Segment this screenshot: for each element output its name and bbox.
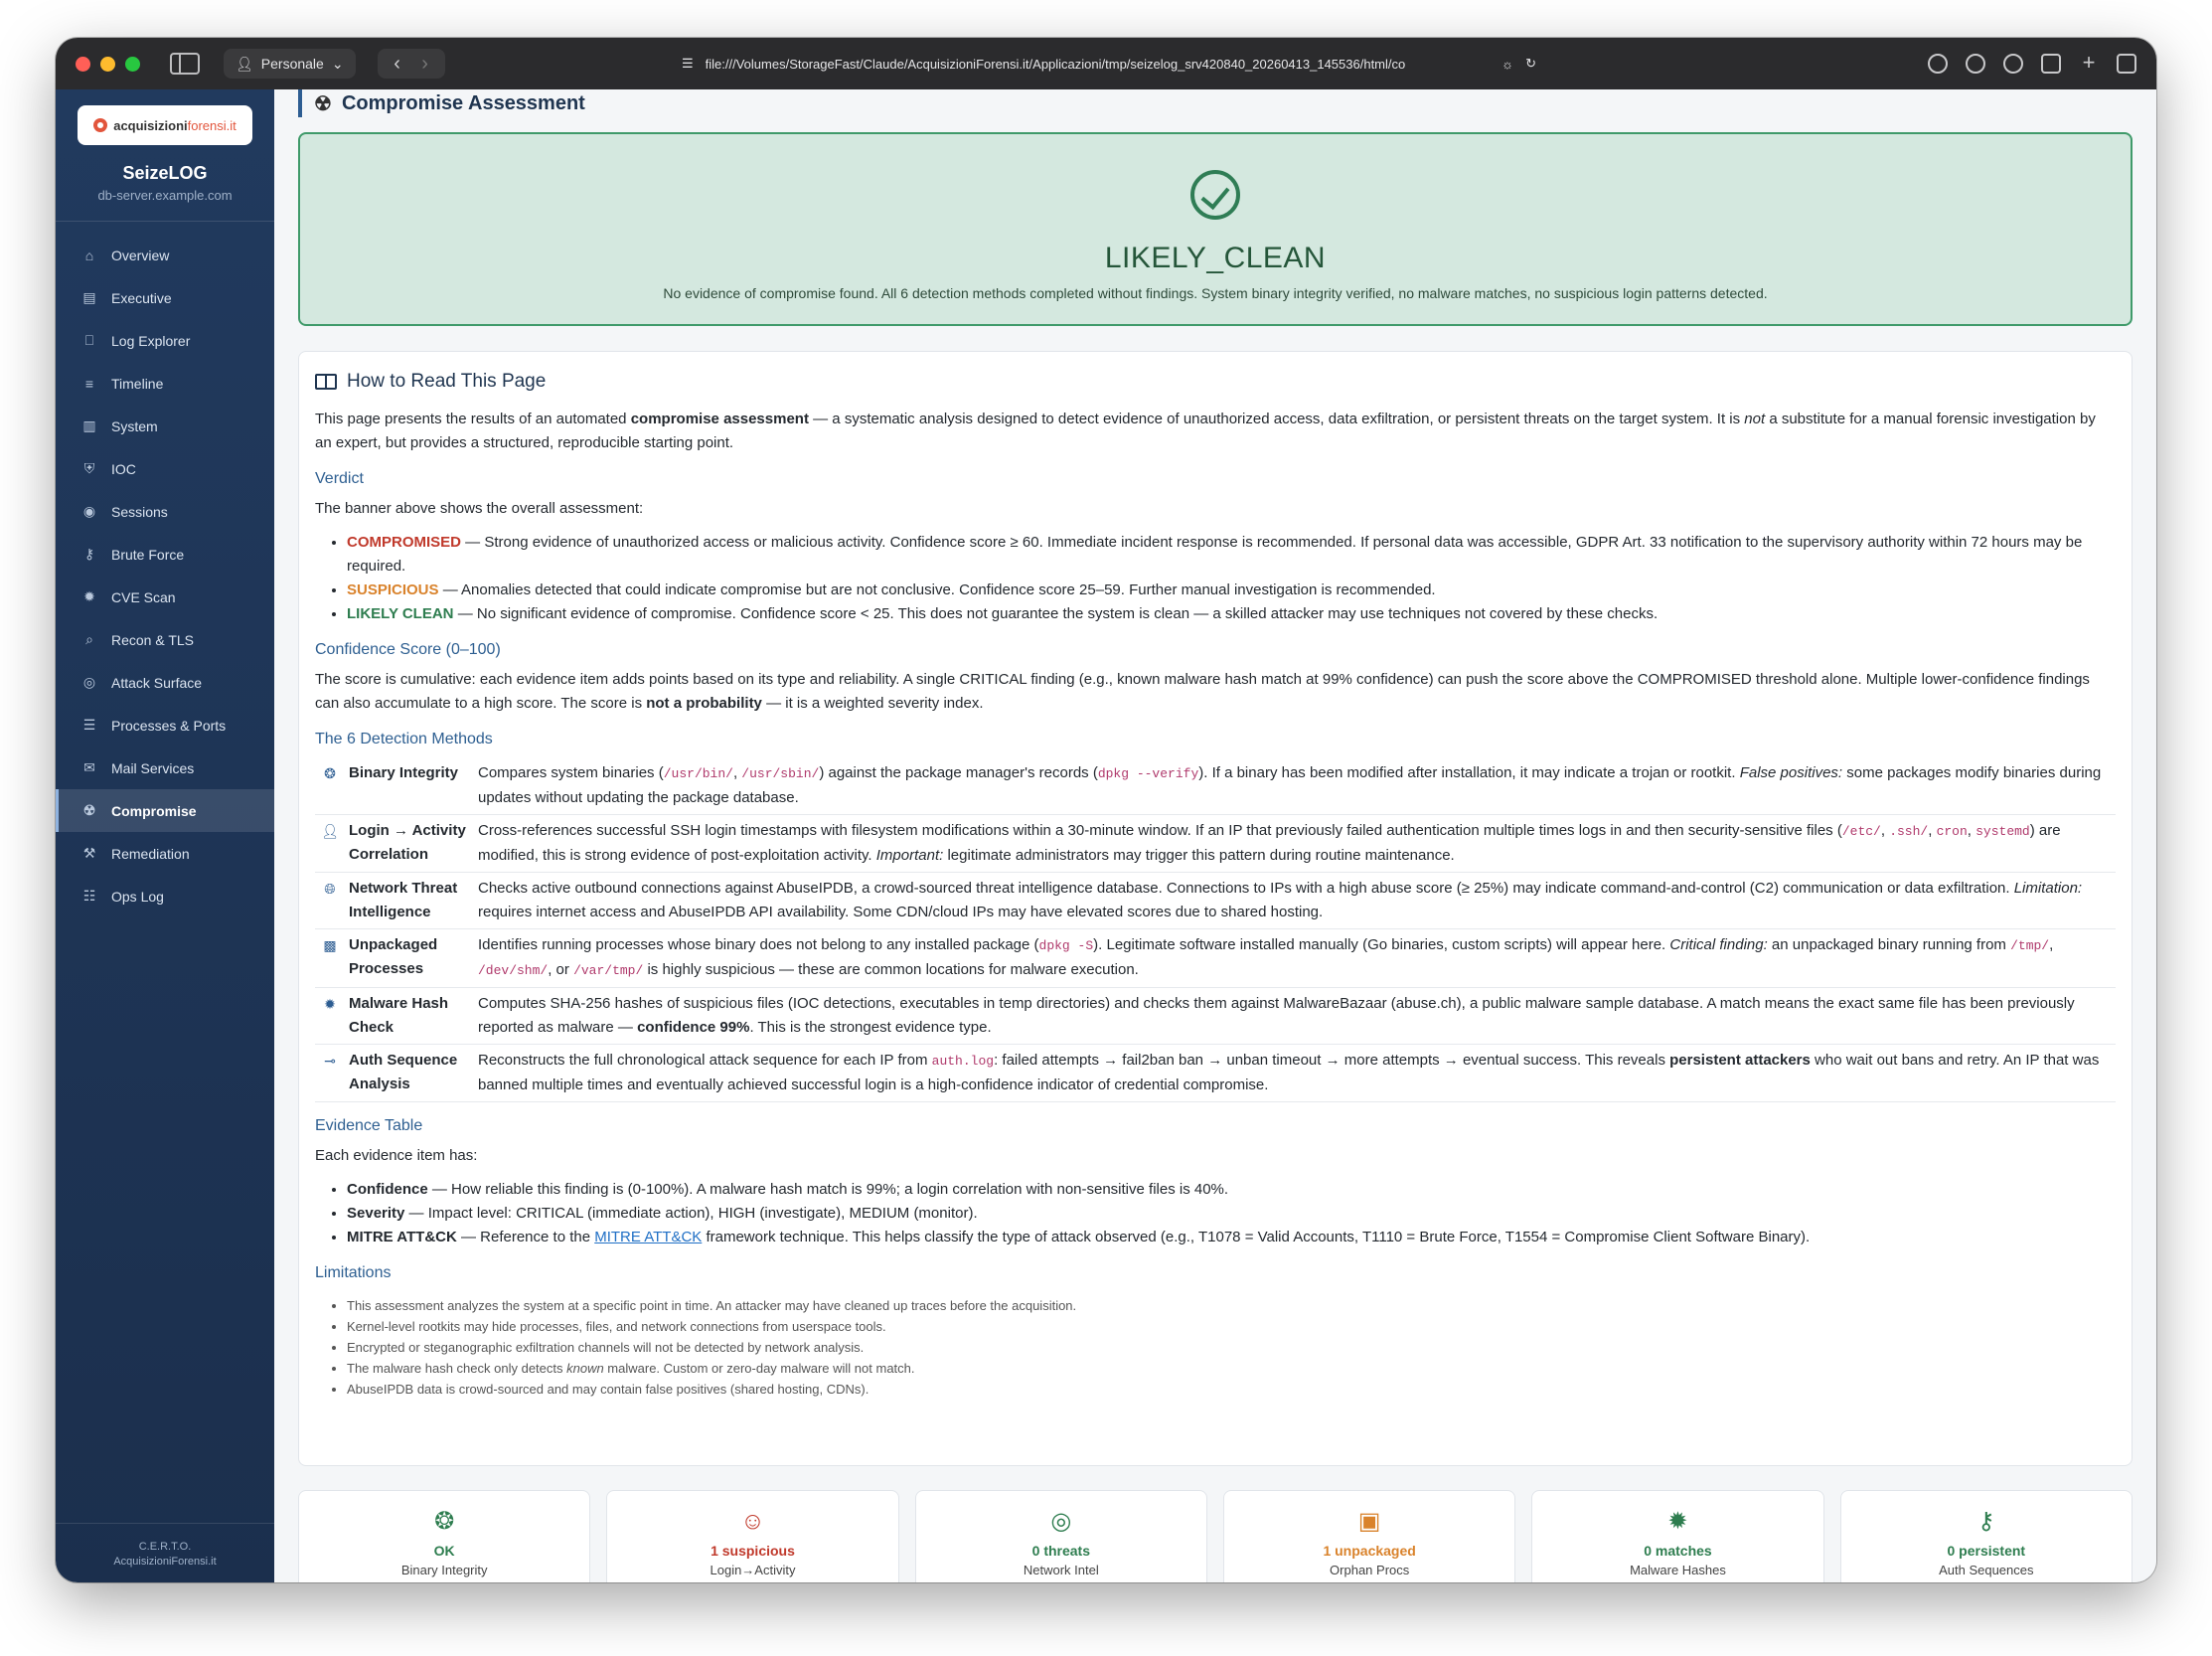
page-settings-icon[interactable]: ☰ bbox=[682, 56, 694, 71]
evidence-list bbox=[347, 1178, 2116, 1249]
limits-heading: Limitations bbox=[315, 1264, 392, 1281]
app-sidebar bbox=[56, 89, 274, 1582]
sidebar-item-label: Remediation bbox=[111, 845, 190, 862]
intro-em: not bbox=[1744, 411, 1766, 427]
key-icon: ⊸ bbox=[315, 1045, 349, 1102]
intro-text: This page presents the results of an automated bbox=[315, 411, 631, 427]
sidebar-item-label: Executive bbox=[111, 289, 172, 306]
url-text[interactable]: file:///Volumes/StorageFast/Claude/AcquisizioniForensi.it/Applicazioni/tmp/seizelog_srv420840_20260413_145536/html/co bbox=[705, 56, 1406, 72]
stat-value: 0 matches bbox=[1644, 1543, 1712, 1559]
info-icon[interactable] bbox=[2003, 54, 2023, 74]
tab-overview-icon[interactable] bbox=[2117, 54, 2136, 74]
briefcase-icon: ▤ bbox=[82, 289, 96, 305]
sidebar-item-compromise[interactable] bbox=[56, 789, 274, 832]
score-text-part: — it is a weighted severity index. bbox=[761, 695, 984, 712]
list-item: • AbuseIPDB data is crowd-sourced and may contain false positives (shared hosting, CDNs). bbox=[347, 1379, 2116, 1400]
table-row bbox=[315, 988, 2116, 1045]
stat-value: OK bbox=[433, 1543, 455, 1559]
footer-site: AcquisizioniForensi.it bbox=[113, 1556, 217, 1568]
verdict-text: — Anomalies detected that could indicate compromise but are not conclusive. Confidence score 25–59. Further manual investigation is recommended. bbox=[438, 581, 1436, 598]
sidebar-item-processes-ports[interactable] bbox=[56, 704, 274, 746]
verdict-compromised: COMPROMISED bbox=[347, 534, 462, 551]
stat-card bbox=[915, 1490, 1207, 1582]
globe-icon: 🌐︎ bbox=[315, 873, 349, 929]
stat-label: Auth Sequences bbox=[1939, 1563, 2034, 1577]
list-item bbox=[347, 531, 2116, 579]
reload-icon[interactable]: ↻ bbox=[1525, 56, 1536, 71]
methods-table bbox=[315, 757, 2116, 1102]
list-item: • This assessment analyzes the system at a specific point in time. An attacker may have cleaned up traces before the acquisition. bbox=[347, 1295, 2116, 1316]
timeline-icon: ≡ bbox=[84, 375, 94, 392]
evidence-intro: Each evidence item has: bbox=[315, 1147, 478, 1164]
book-icon bbox=[315, 374, 337, 390]
virus-icon: ✹ bbox=[315, 988, 349, 1045]
intro-text: — a systematic analysis designed to detect evidence of unauthorized access, data exfiltration, or persistent threats on the target system. It is bbox=[808, 411, 1745, 427]
fingerprint-icon: ❂ bbox=[315, 757, 349, 815]
table-row bbox=[315, 815, 2116, 873]
list-item: • Confidence — How reliable this finding is (0-100%). A malware hash match is 99%; a login correlation with non-sensitive files is 40%. bbox=[347, 1178, 2116, 1202]
method-name: Auth Sequence Analysis bbox=[349, 1045, 478, 1102]
guide-card bbox=[298, 351, 2133, 1466]
method-name: Login → Activity Correlation bbox=[349, 815, 478, 873]
forward-icon[interactable]: › bbox=[421, 52, 428, 75]
key-icon: ⚷ bbox=[1977, 1508, 1995, 1535]
table-row bbox=[315, 757, 2116, 815]
main-content bbox=[274, 89, 2156, 1582]
method-name: Binary Integrity bbox=[349, 757, 478, 815]
user-icon: ◉ bbox=[82, 503, 96, 519]
sidebar-toggle-icon[interactable] bbox=[170, 53, 200, 75]
sidebar-item-remediation[interactable] bbox=[56, 832, 274, 875]
logo-brand: acquisizioni bbox=[113, 117, 188, 133]
stat-card bbox=[606, 1490, 898, 1582]
stat-label: Malware Hashes bbox=[1630, 1563, 1726, 1577]
sidebar-item-overview[interactable] bbox=[56, 234, 274, 276]
server-icon: ▥ bbox=[82, 417, 96, 433]
sidebar-item-label: Sessions bbox=[111, 503, 168, 520]
stat-value: 0 threats bbox=[1031, 1543, 1090, 1559]
intro-bold: compromise assessment bbox=[630, 411, 809, 427]
stat-label: Network Intel bbox=[1023, 1563, 1099, 1577]
list-item: • The malware hash check only detects known malware. Custom or zero-day malware will not match. bbox=[347, 1358, 2116, 1379]
user-alert-icon: ☺ bbox=[740, 1508, 765, 1535]
sidebar-item-label: Processes & Ports bbox=[111, 717, 227, 734]
sidebar-item-log-explorer[interactable] bbox=[56, 319, 274, 362]
tools-icon: ⚒ bbox=[82, 845, 96, 861]
window-controls bbox=[76, 57, 140, 72]
sidebar-item-system[interactable] bbox=[56, 405, 274, 447]
method-desc: Cross-references successful SSH login timestamps with filesystem modifications within a 30-minute window. If an IP that previously failed authentication multiple times logs in and then security-sensitive files (/etc/, .ssh/, cron, systemd) are modified, this is strong evidence of post-exploitation activity. Important: legitimate administrators may trigger this pattern during routine maintenance. bbox=[478, 815, 2116, 873]
method-desc: Compares system binaries (/usr/bin/, /usr/sbin/) against the package manager's records (dpkg --verify). If a binary has been modified after installation, it may indicate a trojan or rootkit. False positives: some packages modify binaries during updates without updating the package database. bbox=[478, 757, 2116, 815]
footer-org: C.E.R.T.O. bbox=[138, 1541, 192, 1553]
logo-suffix: forensi.it bbox=[187, 117, 237, 133]
sidebar-item-label: Overview bbox=[111, 247, 170, 263]
method-desc: Reconstructs the full chronological attack sequence for each IP from auth.log: failed attempts → fail2ban ban → unban timeout → more attempts → eventual success. This reveals persistent attackers who wait out bans and retry. An IP that was banned multiple times and eventually achieved successful login is a high-confidence indicator of credential compromise. bbox=[478, 1045, 2116, 1102]
stat-value: 1 suspicious bbox=[711, 1543, 795, 1559]
sidebar-item-label: CVE Scan bbox=[111, 588, 176, 605]
sidebar-item-timeline[interactable] bbox=[56, 362, 274, 405]
key-icon: ⚷ bbox=[83, 546, 95, 562]
verdict-banner bbox=[298, 132, 2133, 326]
shield-icon: ⛨ bbox=[83, 460, 95, 476]
sidebar-item-recon-tls[interactable] bbox=[56, 618, 274, 661]
verdict-likely-clean: LIKELY CLEAN bbox=[347, 605, 454, 622]
sidebar-item-ioc[interactable] bbox=[56, 447, 274, 490]
search-icon: ⌕ bbox=[85, 631, 93, 647]
share-icon[interactable] bbox=[2041, 54, 2061, 74]
address-bar[interactable] bbox=[682, 48, 1536, 80]
score-text bbox=[315, 668, 2116, 716]
chip-icon: ▣ bbox=[1357, 1508, 1381, 1535]
score-text-part: The score is cumulative: each evidence item adds points based on its type and reliability. A single CRITICAL finding (e.g., known malware hash match at 99% confidence) can push the score above the COMPROMISED threshold alone. Multiple lower-confidence findings can also accumulate to a high score. The score is bbox=[315, 671, 2090, 712]
stat-card bbox=[1223, 1490, 1515, 1582]
profile-selector[interactable] bbox=[224, 49, 356, 79]
back-icon[interactable]: ‹ bbox=[394, 52, 400, 75]
brand-logo[interactable] bbox=[78, 105, 252, 145]
table-row bbox=[315, 873, 2116, 929]
user-alert-icon: 👤︎ bbox=[315, 815, 349, 873]
intro-text: a substitute for a manual forensic investigation by an expert, but provides a structured, reproducible starting point. bbox=[315, 411, 2096, 451]
page-title-text: Compromise Assessment bbox=[341, 91, 585, 114]
sidebar-item-label: Mail Services bbox=[111, 759, 195, 776]
sidebar-item-executive[interactable] bbox=[56, 276, 274, 319]
methods-heading: The 6 Detection Methods bbox=[315, 731, 493, 747]
check-circle-icon bbox=[1190, 170, 1240, 220]
history-nav bbox=[378, 49, 445, 79]
table-row bbox=[315, 929, 2116, 988]
sidebar-item-label: IOC bbox=[111, 460, 136, 477]
mail-icon: ✉ bbox=[83, 759, 95, 775]
score-heading: Confidence Score (0–100) bbox=[315, 641, 501, 658]
app-name: SeizeLOG bbox=[122, 163, 208, 183]
stat-value: 0 persistent bbox=[1947, 1543, 2026, 1559]
method-name: Malware Hash Check bbox=[349, 988, 478, 1045]
stat-label: Login→Activity bbox=[710, 1563, 796, 1577]
radiation-icon: ☢ bbox=[82, 802, 96, 818]
home-icon: ⌂ bbox=[84, 247, 94, 263]
sidebar-item-label: Ops Log bbox=[111, 888, 164, 905]
sidebar-item-brute-force[interactable] bbox=[56, 533, 274, 576]
page-title bbox=[298, 89, 585, 117]
list-item: • MITRE ATT&CK — Reference to the MITRE ATT&CK framework technique. This helps classify the type of attack observed (e.g., T1078 = Valid Accounts, T1110 = Brute Force, T1554 = Compromise Client Software Binary). bbox=[347, 1226, 2116, 1249]
verdict-heading: Verdict bbox=[315, 470, 364, 487]
stat-value: 1 unpackaged bbox=[1323, 1543, 1416, 1559]
method-name: Network Threat Intelligence bbox=[349, 873, 478, 929]
chevron-down-icon: ⌄ bbox=[331, 55, 344, 72]
new-tab-icon[interactable]: + bbox=[2082, 50, 2096, 75]
sidebar-item-label: Attack Surface bbox=[111, 674, 203, 691]
stat-label: Orphan Procs bbox=[1330, 1563, 1410, 1577]
sidebar-divider bbox=[56, 221, 274, 222]
verdict-description: No evidence of compromise found. All 6 detection methods completed without findings. System binary integrity verified, no malware matches, no suspicious login patterns detected. bbox=[663, 285, 1768, 301]
verdict-text: — Strong evidence of unauthorized access or malicious activity. Confidence score ≥ 60. Immediate incident response is recommended. If personal data was accessible, GDPR Art. 33 notification to the supervisory authority within 72 hours may be required. bbox=[347, 534, 2083, 575]
list-item: • Severity — Impact level: CRITICAL (immediate action), HIGH (investigate), MEDIUM (monitor). bbox=[347, 1202, 2116, 1226]
book-icon: ☷ bbox=[82, 888, 96, 904]
chip-icon: ▩ bbox=[315, 929, 349, 988]
person-icon: 👤︎ bbox=[236, 55, 253, 72]
verdict-list bbox=[347, 531, 2116, 626]
list-item: • Kernel-level rootkits may hide processes, files, and network connections from userspace tools. bbox=[347, 1316, 2116, 1337]
sidebar-item-mail-services[interactable] bbox=[56, 746, 274, 789]
verdict-intro: The banner above shows the overall assessment: bbox=[315, 500, 644, 517]
browser-window bbox=[56, 38, 2156, 1582]
list-item bbox=[347, 602, 2116, 626]
globe-icon: ◎ bbox=[1050, 1508, 1072, 1535]
profile-name: Personale bbox=[260, 56, 324, 72]
method-name: Unpackaged Processes bbox=[349, 929, 478, 988]
sidebar-item-label: Compromise bbox=[111, 802, 197, 819]
stat-card bbox=[1840, 1490, 2133, 1582]
sidebar-item-attack-surface[interactable] bbox=[56, 661, 274, 704]
sidebar-nav bbox=[56, 234, 274, 917]
sidebar-item-label: Log Explorer bbox=[111, 332, 191, 349]
fingerprint-icon: ❂ bbox=[434, 1508, 455, 1535]
score-bold: not a probability bbox=[646, 695, 762, 712]
translate-icon[interactable]: ☼ bbox=[1501, 56, 1514, 72]
table-row bbox=[315, 1045, 2116, 1102]
file-icon: ⎕ bbox=[84, 332, 94, 348]
verdict-label: LIKELY_CLEAN bbox=[1104, 242, 1327, 274]
sidebar-footer bbox=[56, 1523, 274, 1582]
toolbar-actions bbox=[1928, 50, 2136, 75]
method-desc: Checks active outbound connections against AbuseIPDB, a crowd-sourced threat intelligence database. Connections to IPs with a high abuse score (≥ 25%) may indicate command-and-control (C2) communication or data exfiltration. Limitation: requires internet access and AbuseIPDB API availability. Some CDN/cloud IPs may have elevated scores due to shared hosting. bbox=[478, 873, 2116, 929]
host-name: db-server.example.com bbox=[97, 188, 233, 203]
guide-title bbox=[315, 370, 2116, 394]
list-icon: ☰ bbox=[82, 717, 96, 733]
list-item bbox=[347, 579, 2116, 602]
sidebar-item-label: Recon & TLS bbox=[111, 631, 195, 648]
sidebar-item-label: Brute Force bbox=[111, 546, 185, 563]
minimize-window-button[interactable] bbox=[100, 57, 115, 72]
history-icon[interactable] bbox=[1966, 54, 1985, 74]
mitre-link[interactable]: MITRE ATT&CK bbox=[594, 1229, 703, 1245]
sidebar-item-label: System bbox=[111, 417, 158, 434]
sidebar-item-sessions[interactable] bbox=[56, 490, 274, 533]
guide-title-text: How to Read This Page bbox=[347, 371, 547, 392]
verdict-text: — No significant evidence of compromise. Confidence score < 25. This does not guarantee the system is clean — a skilled attacker may use techniques not covered by these checks. bbox=[453, 605, 1659, 622]
limits-list bbox=[347, 1295, 2116, 1400]
guide-intro bbox=[315, 408, 2116, 455]
sidebar-item-cve-scan[interactable] bbox=[56, 576, 274, 618]
zoom-window-button[interactable] bbox=[125, 57, 140, 72]
radiation-icon: ☢ bbox=[314, 92, 332, 115]
logo-icon bbox=[93, 118, 107, 132]
list-item: • Encrypted or steganographic exfiltration channels will not be detected by network analysis. bbox=[347, 1337, 2116, 1358]
sidebar-item-label: Timeline bbox=[111, 375, 164, 392]
stat-card bbox=[1531, 1490, 1823, 1582]
evidence-heading: Evidence Table bbox=[315, 1117, 423, 1134]
browser-titlebar bbox=[56, 38, 2156, 89]
stat-card bbox=[298, 1490, 590, 1582]
summary-stats bbox=[298, 1490, 2133, 1582]
close-window-button[interactable] bbox=[76, 57, 90, 72]
stat-label: Binary Integrity bbox=[400, 1563, 488, 1577]
sidebar-item-ops-log[interactable] bbox=[56, 875, 274, 917]
virus-icon: ✹ bbox=[1667, 1508, 1688, 1535]
verdict-suspicious: SUSPICIOUS bbox=[347, 581, 439, 598]
download-icon[interactable] bbox=[1928, 54, 1948, 74]
bug-icon: ✹ bbox=[83, 588, 95, 604]
method-desc: Computes SHA-256 hashes of suspicious files (IOC detections, executables in temp directories) and checks them against MalwareBazaar (abuse.ch), a public malware sample database. A match means the exact same file has been previously reported as malware — confidence 99%. This is the strongest evidence type. bbox=[478, 988, 2116, 1045]
method-desc: Identifies running processes whose binary does not belong to any installed package (dpkg -S). Legitimate software installed manually (Go binaries, custom scripts) will appear here. Critical finding: an unpackaged binary running from /tmp/, /dev/shm/, or /var/tmp/ is highly suspicious — these are common locations for malware execution. bbox=[478, 929, 2116, 988]
target-icon: ◎ bbox=[82, 674, 96, 690]
